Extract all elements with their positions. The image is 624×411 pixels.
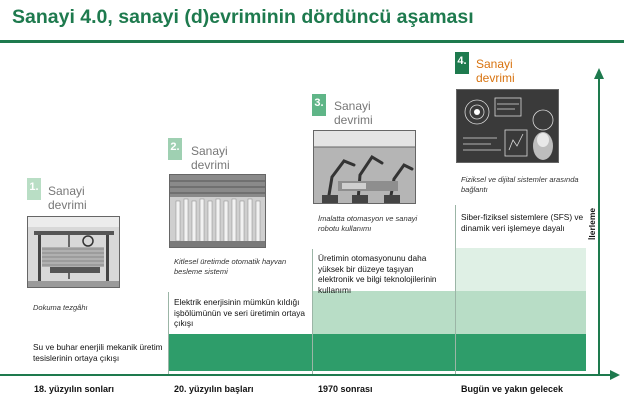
revolution-1-label: [48, 184, 87, 213]
column-divider: [455, 205, 456, 374]
revolution-4-label-line1: Sanayi: [476, 57, 513, 71]
revolution-4-label-line2: devrimi: [476, 71, 515, 86]
era-label-2: 20. yüzyılın başları: [174, 384, 254, 394]
revolution-3-number: 3.: [312, 94, 326, 116]
revolution-2-caption: Kitlesel üretimde otomatik hayvan besleme sistemi: [174, 257, 287, 276]
revolution-3-description: Üretimin otomasyonunu daha yüksek bir düzeye taşıyan elektronik ve bilgi teknolojilerinin kullanımı: [318, 253, 437, 295]
column-divider: [312, 249, 313, 374]
revolution-3-label-line1: Sanayi: [334, 99, 371, 113]
revolution-2-description: Elektrik enerjisinin mümkün kıldığı işbölümünün ve seri üretimin ortaya çıkışı: [174, 297, 305, 329]
era-label-4: Bugün ve yakın gelecek: [461, 384, 564, 394]
time-axis-arrow-icon: [610, 370, 620, 380]
revolution-3-label: [334, 99, 373, 128]
loom-photo: [27, 216, 120, 288]
revolution-2-number: 2.: [168, 138, 182, 160]
revolution-3-label-line2: devrimi: [334, 113, 373, 128]
revolution-1-caption: Dokuma tezgâhı: [33, 303, 88, 312]
revolution-2-label-line1: Sanayi: [191, 144, 228, 158]
robot-photo: [313, 130, 416, 204]
revolution-3-caption: İmalatta otomasyon ve sanayi robotu kullanımı: [318, 214, 418, 233]
revolution-1-label-line2: devrimi: [48, 198, 87, 213]
era-label-1: 18. yüzyılın sonları: [34, 384, 115, 394]
revolution-1-description: Su ve buhar enerjili mekanik üretim tesislerinin ortaya çıkışı: [33, 342, 163, 363]
title-underline: [0, 40, 624, 43]
progress-axis: [598, 78, 600, 374]
digital-interface-photo: [456, 89, 559, 163]
page-title: Sanayi 4.0, sanayi (d)evriminin dördüncü aşaması: [12, 6, 474, 28]
column-divider: [168, 292, 169, 374]
factory-photo: [169, 174, 266, 248]
revolution-4-number: 4.: [455, 52, 469, 74]
revolution-4-description: Siber-fiziksel sistemlere (SFS) ve dinamik veri işlemeye dayalı: [461, 212, 584, 233]
progress-axis-label: İlerleme: [587, 207, 597, 240]
time-axis: [0, 374, 612, 376]
revolution-2-label: [191, 144, 230, 173]
revolution-2-label-line2: devrimi: [191, 158, 230, 173]
revolution-4-caption: Fiziksel ve dijital sistemler arasında bağlantı: [461, 175, 579, 194]
revolution-1-number: 1.: [27, 178, 41, 200]
progress-axis-arrow-icon: [594, 68, 604, 79]
revolution-1-label-line1: Sanayi: [48, 184, 85, 198]
era-label-3: 1970 sonrası: [318, 384, 373, 394]
revolution-4-label: [476, 57, 515, 86]
